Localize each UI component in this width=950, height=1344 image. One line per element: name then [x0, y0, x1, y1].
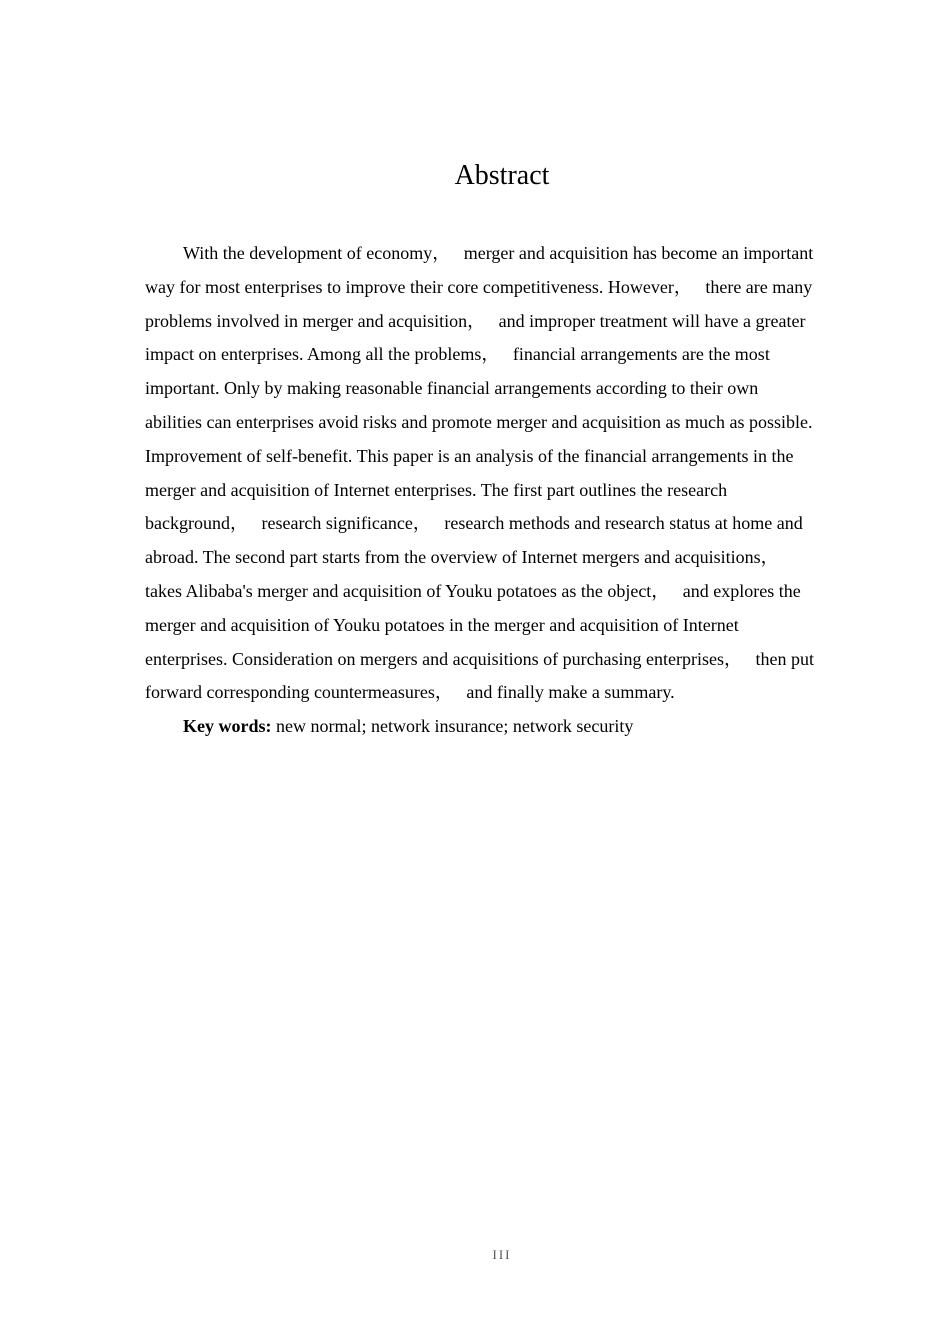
abstract-line: background， research significance， research methods and research status at home and	[145, 513, 803, 534]
page-number: III	[492, 1247, 512, 1262]
abstract-line: merger and acquisition of Youku potatoes in the merger and acquisition of Internet	[145, 614, 739, 635]
abstract-line: abilities can enterprises avoid risks and promote merger and acquisition as much as possible.	[145, 411, 813, 432]
keywords-label: Key words:	[183, 716, 272, 737]
abstract-body	[145, 237, 857, 744]
abstract-line: impact on enterprises. Among all the problems， financial arrangements are the most	[145, 344, 770, 365]
keywords-line	[145, 710, 857, 744]
page-title: Abstract	[454, 160, 550, 191]
keywords-value: new normal; network insurance; network security	[271, 716, 634, 737]
abstract-line: abroad. The second part starts from the overview of Internet mergers and acquisitions，	[145, 547, 779, 568]
abstract-line: merger and acquisition of Internet enterprises. The first part outlines the research	[145, 479, 728, 500]
abstract-line: takes Alibaba's merger and acquisition of Youku potatoes as the object， and explores the	[145, 580, 801, 601]
abstract-paragraph	[145, 237, 857, 710]
abstract-line: enterprises. Consideration on mergers and acquisitions of purchasing enterprises， then put	[145, 648, 815, 669]
abstract-line: way for most enterprises to improve their core competitiveness. However， there are many	[145, 276, 813, 297]
abstract-line: forward corresponding countermeasures， and finally make a summary.	[145, 682, 675, 703]
abstract-line: Improvement of self-benefit. This paper is an analysis of the financial arrangements in the	[145, 445, 794, 466]
abstract-line: problems involved in merger and acquisition， and improper treatment will have a greater	[145, 310, 806, 331]
abstract-line: With the development of economy， merger and acquisition has become an important	[183, 243, 814, 263]
abstract-line: important. Only by making reasonable financial arrangements according to their own	[145, 378, 759, 399]
